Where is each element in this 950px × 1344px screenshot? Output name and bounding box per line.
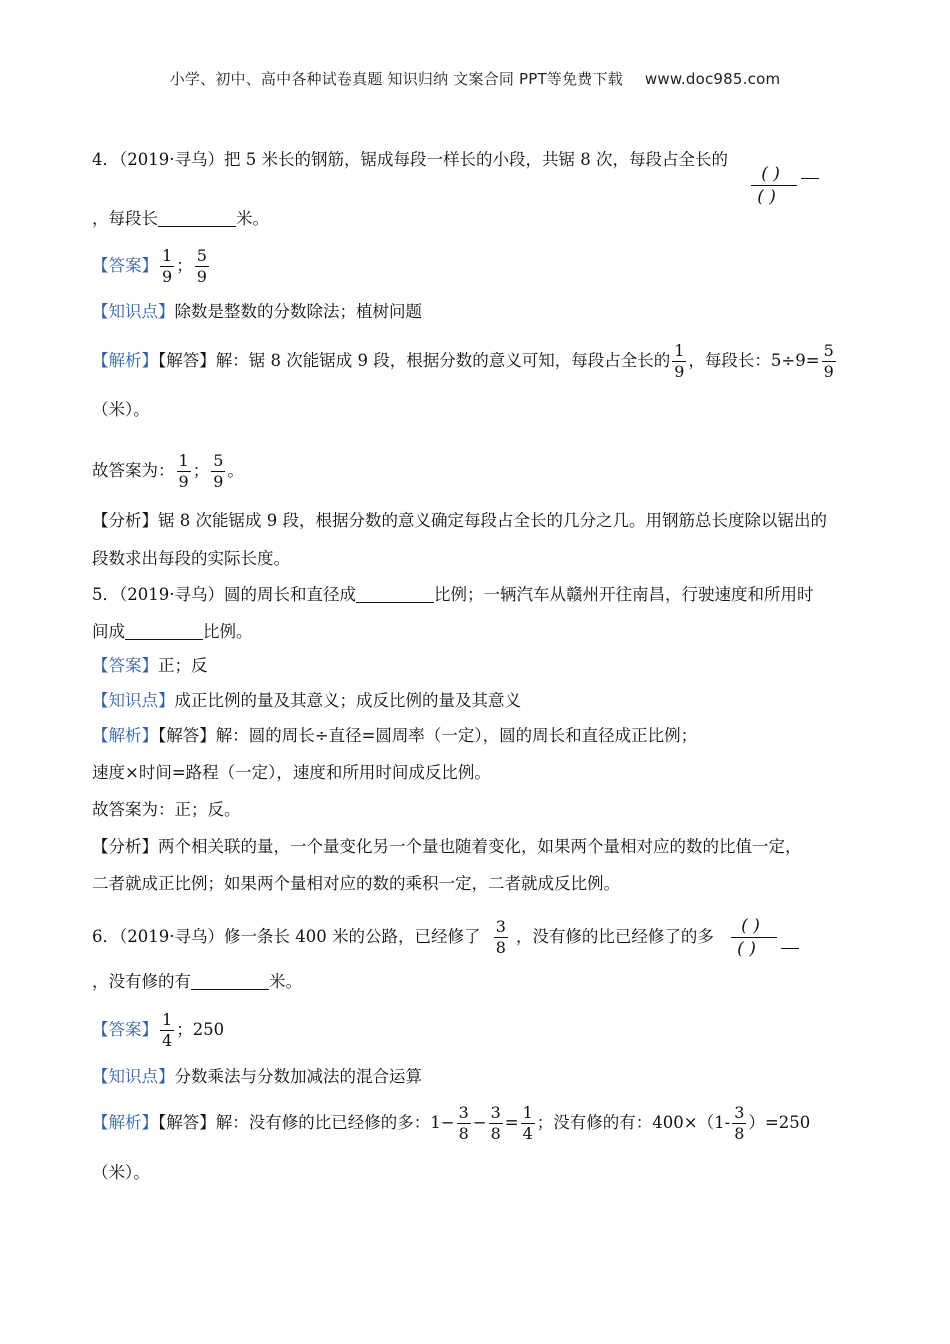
q6-stem-line2: ，没有修的有 米。 [92,972,302,991]
q4-stem: 4．（2019·寻乌）把 5 米长的钢筋，锯成每段一样长的小段，共锯 8 次，每段占全长的 ( ) ( ) [92,152,860,208]
q6-analysis: 【解析】【解答】解：没有修的比已经修的多：1− $\frac{3}{8}$ − $\frac{3}{8}$ = $\frac{1}{4}$ ；没有修的有：400×（1- $\frac{3}{8}$ ）=250 [92,1103,811,1143]
q5-answer: 【答案】正；反 [92,656,208,675]
q4-paren-fraction: ( ) ( ) [751,163,797,208]
q5-discussion-line2: 二者就成正比例；如果两个量相对应的数的乘积一定，二者就成反比例。 [92,874,620,893]
q5-analysis-line2: 速度×时间=路程（一定），速度和所用时间成反比例。 [92,763,491,782]
q5-analysis: 【解析】【解答】解：圆的周长÷直径=圆周率（一定），圆的周长和直径成正比例； [92,726,698,745]
header-text: 小学、初中、高中各种试卷真题 知识归纳 文案合同 PPT等免费下载 [169,70,623,88]
q4-final-answer: 故答案为： $\frac{1}{9}$ ； $\frac{5}{9}$ 。 [92,451,244,491]
q4-analysis: 【解析】【解答】解：锯 8 次能锯成 9 段，根据分数的意义可知，每段占全长的 $\frac{1}{9}$ ，每段长：5÷9= $\frac{5}{9}$ [92,341,834,381]
q6-analysis-unit: （米）。 [92,1163,150,1182]
q6-knowledge-point: 【知识点】分数乘法与分数加减法的混合运算 [92,1067,422,1086]
q4-discussion-line2: 段数求出每段的实际长度。 [92,549,290,568]
q6-answer: 【答案】 $\frac{1}{4}$ ；250 [92,1010,225,1050]
q4-discussion: 【分析】锯 8 次能锯成 9 段，根据分数的意义确定每段占全长的几分之几。用钢筋总长度除以锯出的 [92,511,827,530]
q4-knowledge-point: 【知识点】除数是整数的分数除法；植树问题 [92,302,422,321]
q6-paren-fraction: ( ) ( ) [731,915,777,960]
q5-knowledge-point: 【知识点】成正比例的量及其意义；成反比例的量及其意义 [92,691,521,710]
q5-stem-line2: 间成 比例。 [92,622,253,641]
q5-stem: 5．（2019·寻乌）圆的周长和直径成 比例；一辆汽车从赣州开往南昌，行驶速度和所用时 [92,585,814,604]
q5-final-answer: 故答案为：正；反。 [92,800,241,819]
header-site: www.doc985.com [644,70,781,88]
q4-blank [158,210,236,227]
q4-stem-line2: ，每段长 米。 [92,209,269,228]
q4-answer: 【答案】 $\frac{1}{9}$ ； $\frac{5}{9}$ [92,246,207,286]
page-header [0,68,950,89]
q5-discussion: 【分析】两个相关联的量，一个量变化另一个量也随着变化，如果两个量相对应的数的比值一定， [92,837,802,856]
q6-stem: 6．（2019·寻乌）修一条长 400 米的公路，已经修了 $\frac{3}{8}$ ，没有修的比已经修了的多 ( ) ( ) [92,915,860,960]
q4-analysis-unit: （米）。 [92,400,150,419]
